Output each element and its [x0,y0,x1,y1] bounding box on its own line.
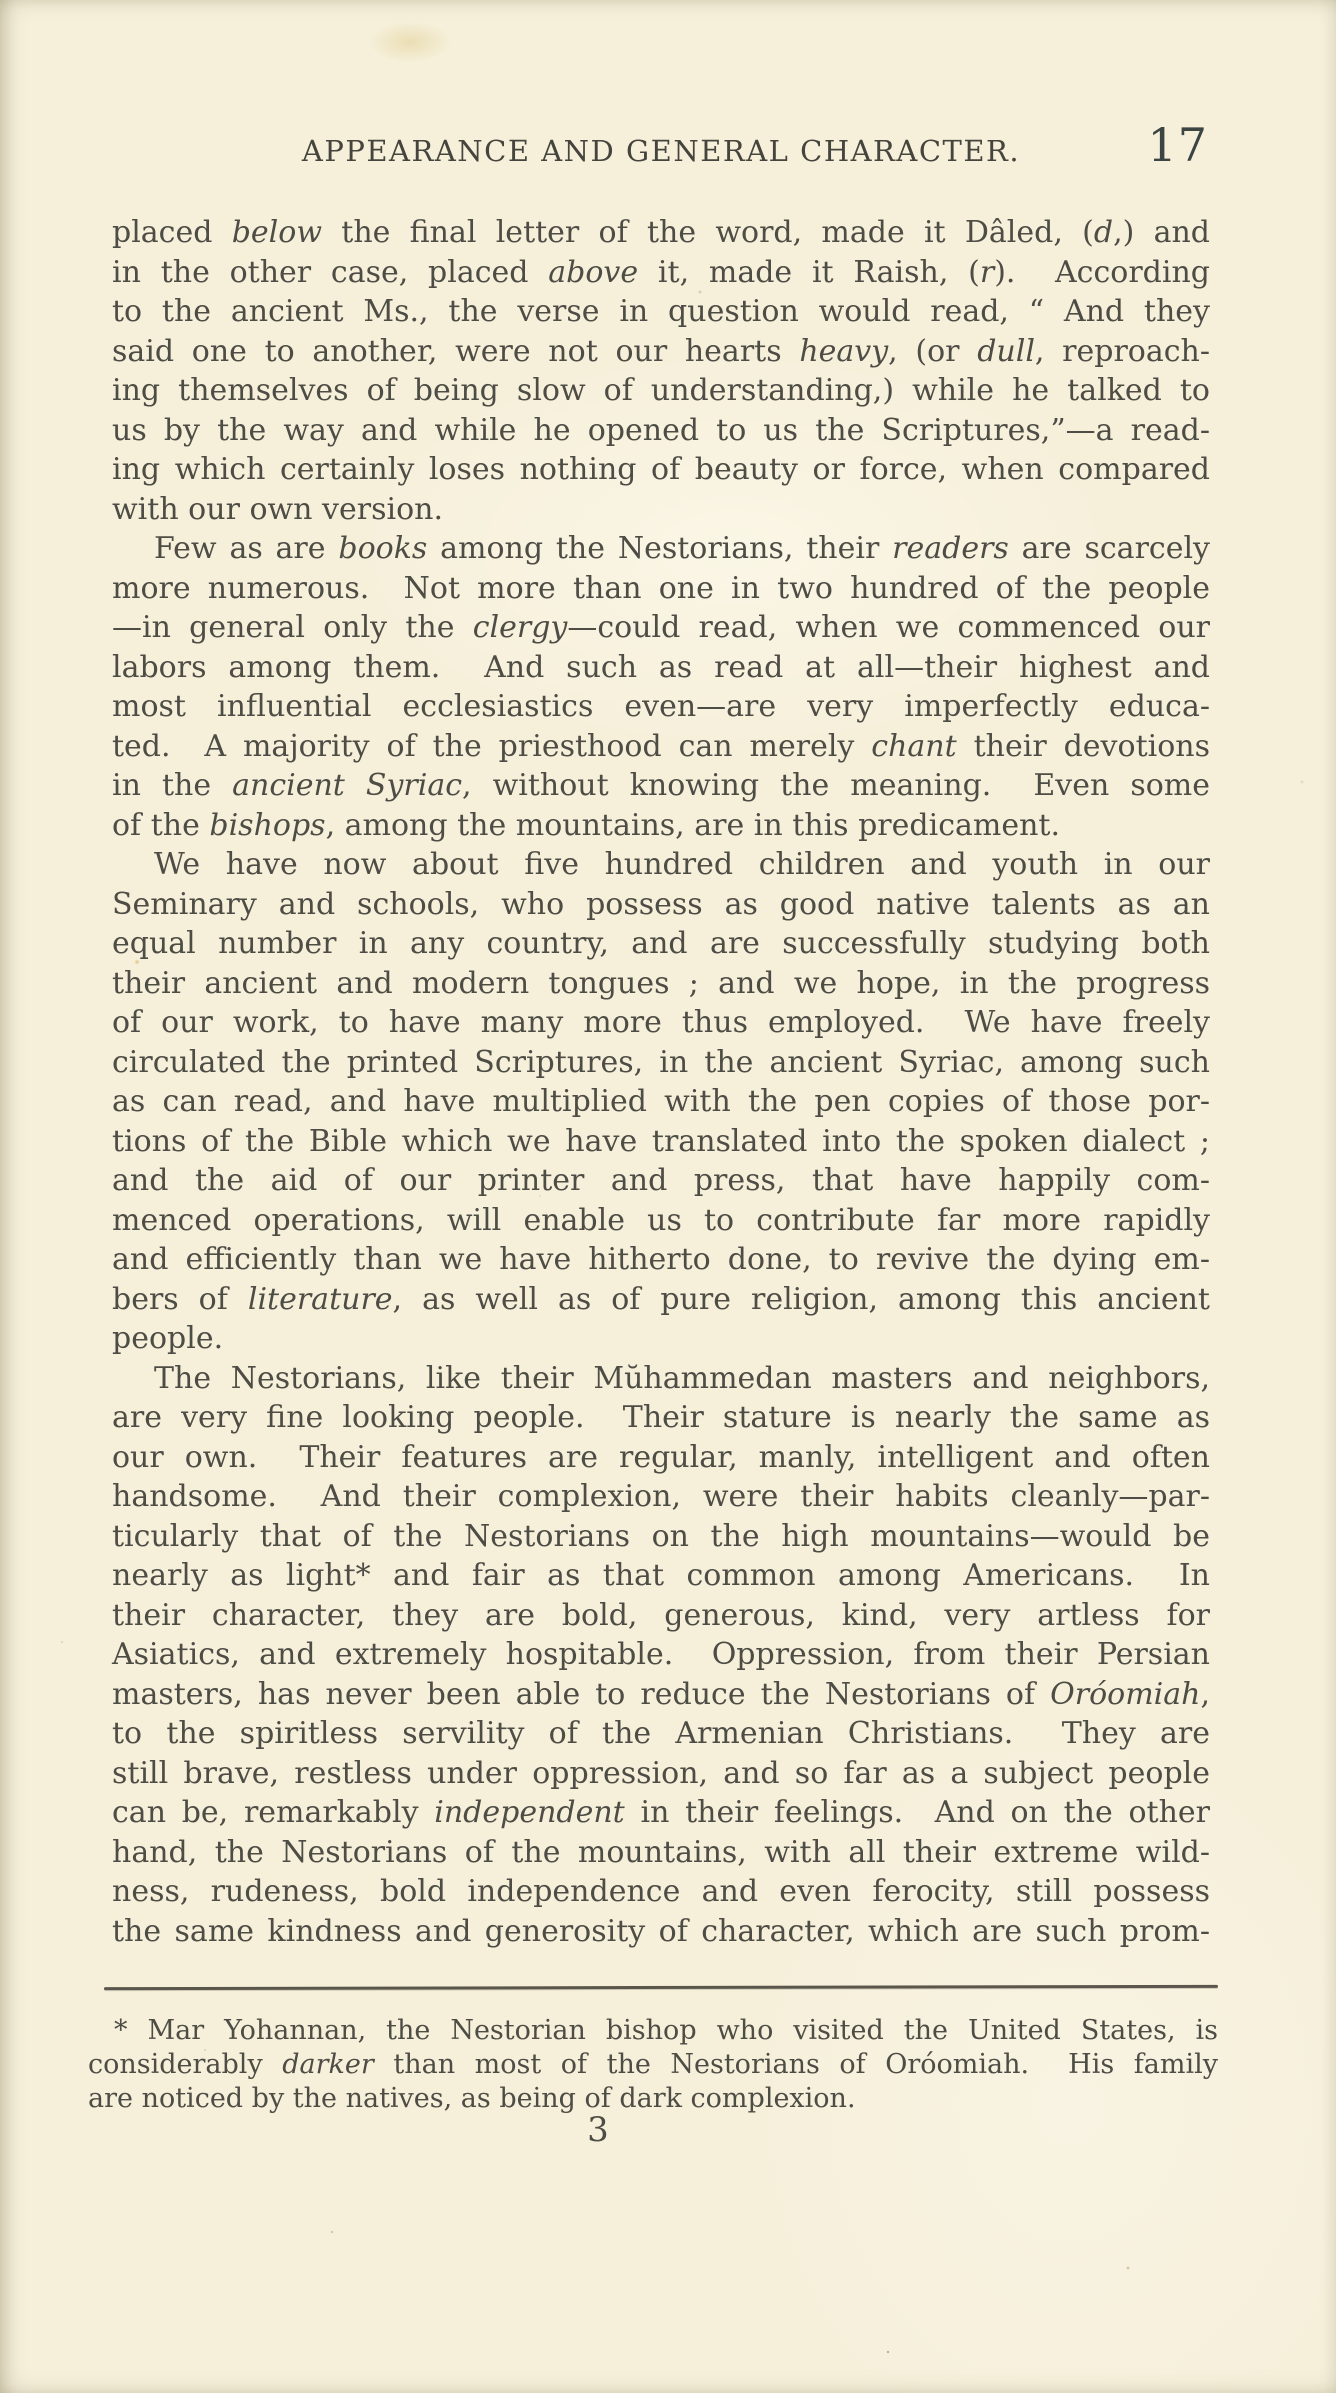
text-run: of our work, to have many more thus employed. We have freely [112,1005,1210,1040]
text-run: masters, has never been able to reduce the Nestorians of [112,1676,1051,1712]
text-run: bers of [112,1281,248,1317]
text-run: Asiatics, and extremely hospitable. Oppression, from their Persian [112,1637,1210,1672]
text-line [112,964,1210,1004]
text-run: —in general only the [112,610,473,645]
text-run: ing themselves of being slow of understanding,) while he talked to [112,373,1210,408]
text-line [112,1161,1210,1201]
text-run: with our own version. [112,491,443,527]
text-run: , as well as of pure religion, among this ancient [392,1281,1210,1317]
text-line [112,1398,1210,1438]
text-run: the final letter of the word, made it Dâled, ( [322,215,1094,250]
text-run: —could read, when we commenced our [567,610,1210,645]
text-run: most influential ecclesiastics even—are very imperfectly educa- [112,689,1210,724]
text-run: ). According [994,254,1211,290]
text-run: equal number in any country, and are successfully studying both [112,926,1210,961]
text-run: us by the way and while he opened to us the Scriptures,”—a read- [112,412,1210,448]
text-run: people. [112,1321,224,1356]
text-run: Few as are [154,531,339,566]
text-run: and efficiently than we have hitherto done, to revive the dying em- [112,1242,1210,1277]
text-line [112,1793,1210,1833]
text-run: our own. Their features are regular, manly, intelligent and often [112,1439,1210,1475]
text-run: in the other case, placed [112,254,549,290]
text-run: labors among them. And such as read at all—their highest and [112,649,1210,685]
page-title: APPEARANCE AND GENERAL CHARACTER. [301,134,1021,168]
text-run: ing which certainly loses nothing of beauty or force, when compared [112,452,1210,487]
text-line [88,2048,1218,2082]
italic-text: dull [977,333,1035,369]
text-run: hand, the Nestorians of the mountains, with all their extreme wild- [112,1834,1210,1870]
text-run: it, made it Raish, ( [638,254,980,290]
text-line [112,687,1210,727]
text-run: ted. A majority of the priesthood can merely [112,728,872,764]
text-run: in their feelings. And on the other [624,1795,1210,1830]
text-line [112,1912,1210,1952]
text-line [112,529,1210,569]
text-run: to the ancient Ms., the verse in question would read, “ And they [112,294,1210,329]
text-line [112,727,1210,767]
text-run: can be, remarkably [112,1795,435,1830]
text-run: ness, rudeness, bold independence and even ferocity, still possess [112,1874,1210,1909]
text-line [112,1714,1210,1754]
italic-text: ancient Syriac [232,768,463,803]
italic-text: clergy [472,610,568,645]
text-run: their ancient and modern tongues ; and we hope, in the progress [112,965,1210,1001]
text-line [112,766,1210,806]
text-line [112,1754,1210,1794]
text-line [112,1833,1210,1873]
page-number: 17 [1147,118,1208,172]
text-line [112,253,1210,293]
text-run: considerably [88,2049,283,2080]
text-line [112,213,1210,253]
text-line [112,648,1210,688]
text-line [112,885,1210,925]
text-line [112,1635,1210,1675]
text-line [112,1359,1210,1399]
text-run: , without knowing the meaning. Even some [462,768,1210,803]
text-line [88,2014,1218,2048]
text-run: still brave, restless under oppression, and so far as a subject people [112,1755,1210,1791]
text-run: , [1200,1676,1210,1712]
text-line [112,450,1210,490]
text-run: menced operations, will enable us to contribute far more rapidly [112,1202,1210,1238]
text-run: nearly as light* and fair as that common among Americans. In [112,1558,1210,1593]
text-line [112,608,1210,648]
italic-text: books [338,531,428,566]
text-run: are noticed by the natives, as being of dark complexion. [88,2083,856,2114]
text-run: placed [112,215,232,250]
text-run: to the spiritless servility of the Armenian Christians. They are [112,1716,1210,1751]
text-line [112,332,1210,372]
text-run: , among the mountains, are in this predicament. [325,807,1061,843]
italic-text: r [979,254,995,290]
text-line [112,1280,1210,1320]
italic-text: independent [434,1795,625,1830]
text-run: , (or [888,333,978,369]
text-run: than most of the Nestorians of Oróomiah. His family [373,2049,1218,2080]
text-line [112,292,1210,332]
italic-text: heavy [799,333,889,369]
body-text [112,213,1210,1951]
italic-text: darker [282,2049,374,2080]
italic-text: readers [892,531,1009,566]
italic-text: literature [247,1281,393,1317]
italic-text: above [548,254,639,290]
text-run: * Mar Yohannan, the Nestorian bishop who visited the United States, is [114,2015,1218,2046]
text-run: said one to another, were not our hearts [112,333,800,369]
text-line [88,2082,1218,2116]
text-line [112,1675,1210,1715]
text-run: in the [112,768,233,803]
text-line [112,1082,1210,1122]
text-line [112,1003,1210,1043]
text-line [112,1556,1210,1596]
text-line [112,1596,1210,1636]
italic-text: below [231,215,322,250]
text-run: and the aid of our printer and press, that have happily com- [112,1163,1210,1198]
text-run: , reproach- [1034,333,1210,369]
signature-mark: 3 [587,2110,609,2150]
text-line [112,1201,1210,1241]
text-run: more numerous. Not more than one in two hundred of the people [112,570,1210,606]
text-run: ticularly that of the Nestorians on the high mountains—would be [112,1518,1210,1554]
text-line [112,1477,1210,1517]
italic-text: Oróomiah [1050,1676,1201,1712]
text-run: handsome. And their complexion, were their habits cleanly—par- [112,1479,1210,1514]
text-run: circulated the printed Scriptures, in the ancient Syriac, among such [112,1044,1210,1080]
text-run: Seminary and schools, who possess as good native talents as an [112,886,1210,922]
text-line [112,1319,1210,1359]
text-line [112,1438,1210,1478]
text-run: ,) and [1113,215,1211,250]
text-line [112,1517,1210,1557]
text-line [112,806,1210,846]
text-line [112,1043,1210,1083]
italic-text: bishops [209,807,326,843]
italic-text: chant [871,728,957,764]
text-line [112,411,1210,451]
running-header [112,118,1210,172]
text-line [112,1240,1210,1280]
text-run: We have now about five hundred children and youth in our [154,847,1210,882]
text-line [112,1122,1210,1162]
text-run: are scarcely [1008,531,1211,566]
text-run: are very fine looking people. Their stature is nearly the same as [112,1400,1210,1435]
text-run: The Nestorians, like their Mŭhammedan masters and neighbors, [154,1360,1210,1396]
text-run: among the Nestorians, their [427,531,893,566]
text-run: of the [112,807,210,843]
text-line [112,371,1210,411]
text-line [112,490,1210,530]
text-line [112,569,1210,609]
text-run: their devotions [956,728,1210,764]
text-run: the same kindness and generosity of character, which are such prom- [112,1913,1210,1949]
text-run: their character, they are bold, generous, kind, very artless for [112,1597,1210,1633]
text-line [112,924,1210,964]
footnote [88,2014,1218,2116]
italic-text: d [1093,215,1114,250]
text-line [112,845,1210,885]
text-run: tions of the Bible which we have translated into the spoken dialect ; [112,1123,1210,1159]
text-line [112,1872,1210,1912]
text-run: as can read, and have multiplied with the pen copies of those por- [112,1084,1210,1119]
